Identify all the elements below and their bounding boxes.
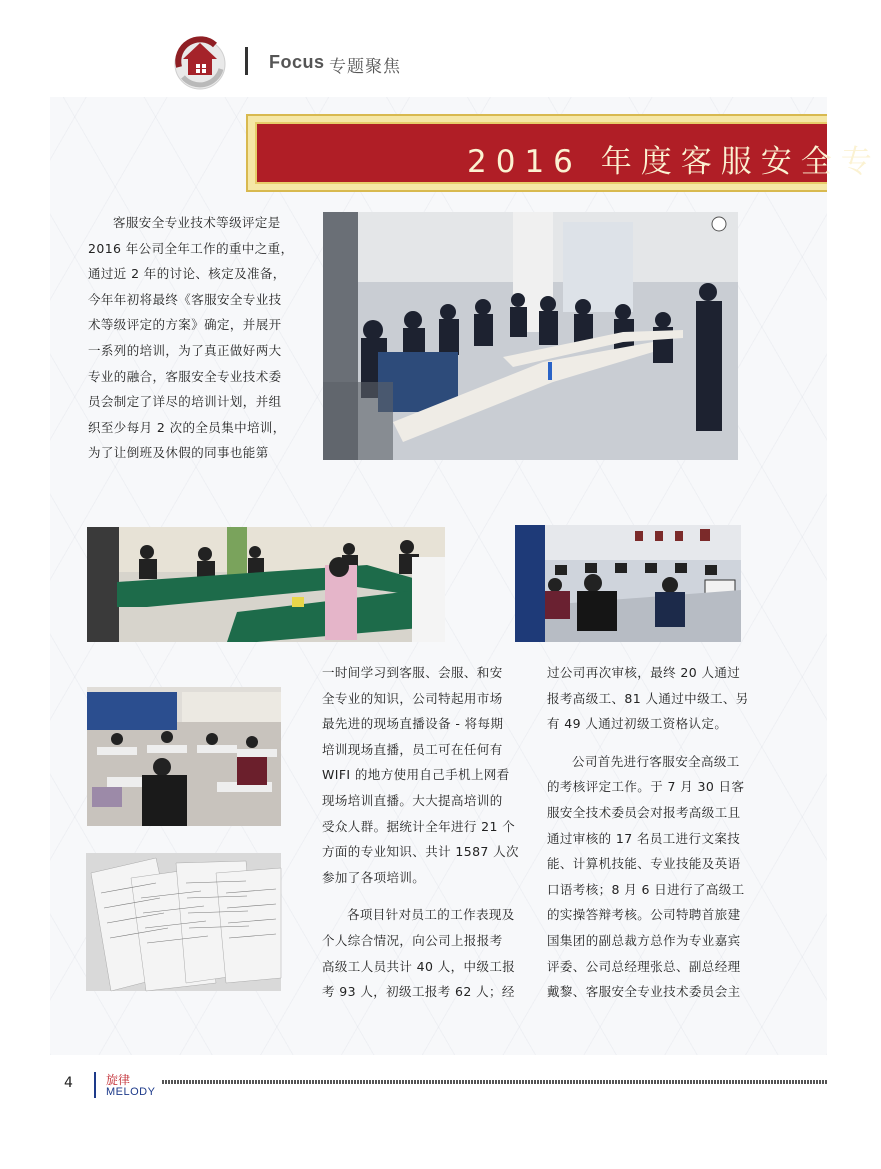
paragraph-line: 口语考核；8 月 6 日进行了高级工 bbox=[547, 881, 745, 897]
paragraph-line: 有 49 人通过初级工资格认定。 bbox=[547, 716, 728, 732]
company-logo bbox=[171, 33, 229, 91]
paragraph-line: 考 93 人，初级工报考 62 人；经 bbox=[322, 984, 515, 1000]
paragraph-line: 评委、公司总经理张总、副总经理 bbox=[547, 958, 741, 974]
section-label-en: Focus bbox=[269, 52, 325, 72]
paragraph-line: 通过审核的 17 名员工进行文案技 bbox=[547, 830, 741, 846]
paragraph-line: 服安全技术委员会对报考高级工且 bbox=[547, 804, 741, 820]
footer-dotted-rule bbox=[162, 1080, 827, 1084]
header-divider bbox=[245, 47, 248, 75]
paragraph-line: 戴黎、客服安全专业技术委员会主 bbox=[547, 984, 741, 1000]
paragraph-line: 为了让倒班及休假的同事也能第 bbox=[88, 445, 269, 461]
paragraph-line: 现场培训直播。大大提高培训的 bbox=[322, 792, 503, 808]
paragraph-line: 的考核评定工作。于 7 月 30 日客 bbox=[547, 779, 745, 795]
paragraph-line: 高级工人员共计 40 人，中级工报 bbox=[322, 958, 516, 974]
article-column-2 bbox=[322, 660, 522, 1005]
paragraph-line: 个人综合情况，向公司上报报考 bbox=[322, 932, 503, 948]
paragraph-line: 过公司再次审核，最终 20 人通过 bbox=[547, 665, 741, 680]
paragraph-line: 受众人群。据统计全年进行 21 个 bbox=[322, 818, 516, 834]
paragraph-line: 全专业的知识，公司特起用市场 bbox=[322, 690, 503, 706]
paragraph-line: 的实操答辩考核。公司特聘首旅建 bbox=[547, 907, 741, 923]
paragraph-line: 织至少每月 2 次的全员集中培训， bbox=[88, 419, 286, 435]
paragraph-line: 今年年初将最终《客服安全专业技 bbox=[88, 291, 282, 307]
paragraph-line: 术等级评定的方案》确定，并展开 bbox=[88, 317, 282, 333]
paragraph-line: 2016 年公司全年工作的重中之重， bbox=[88, 240, 294, 256]
paragraph-line: 一时间学习到客服、会服、和安 bbox=[322, 665, 503, 680]
photo-written-exam bbox=[87, 687, 281, 826]
paragraph-line: 通过近 2 年的讨论、核定及准备， bbox=[88, 266, 286, 282]
footer-divider bbox=[94, 1072, 96, 1098]
paragraph-line: 最先进的现场直播设备 - 将每期 bbox=[322, 716, 504, 732]
article-title: 2016 年度客服安全专 bbox=[467, 144, 881, 180]
paragraph-line: 员会制定了详尽的培训计划，并组 bbox=[88, 394, 282, 410]
paragraph-line: 报考高级工、81 人通过中级工、另 bbox=[547, 690, 749, 706]
paragraph-line: 各项目针对员工的工作表现及 bbox=[347, 907, 515, 923]
paragraph-line: 方面的专业知识、共计 1587 人次 bbox=[322, 844, 519, 860]
paragraph-line: WIFI 的地方使用自己手机上网看 bbox=[322, 767, 510, 783]
section-label-cn: 专题聚焦 bbox=[329, 57, 401, 77]
magazine-name-cn: 旋律 bbox=[106, 1073, 131, 1087]
photo-computer-exam bbox=[515, 525, 741, 642]
paragraph-line: 国集团的副总裁方总作为专业嘉宾 bbox=[547, 932, 741, 948]
photo-exam-papers bbox=[86, 853, 281, 991]
photo-classroom-training bbox=[323, 212, 738, 460]
paragraph-line: 能、计算机技能、专业技能及英语 bbox=[547, 856, 741, 872]
paragraph-line: 培训现场直播，员工可在任何有 bbox=[322, 741, 503, 757]
photo-exam-panel bbox=[87, 527, 445, 642]
paragraph-line: 一系列的培训，为了真正做好两大 bbox=[88, 342, 282, 358]
article-column-1 bbox=[88, 210, 298, 466]
article-column-3 bbox=[547, 660, 757, 1005]
paragraph-line: 参加了各项培训。 bbox=[322, 869, 426, 885]
paragraph-line: 公司首先进行客服安全高级工 bbox=[572, 753, 740, 769]
title-banner-inner bbox=[255, 122, 881, 184]
paragraph-line: 客服安全专业技术等级评定是 bbox=[113, 215, 281, 230]
magazine-name-en: MELODY bbox=[106, 1086, 156, 1098]
paragraph-line: 专业的融合，客服安全专业技术委 bbox=[88, 368, 282, 384]
page-number: 4 bbox=[64, 1075, 73, 1091]
title-banner bbox=[246, 114, 881, 192]
